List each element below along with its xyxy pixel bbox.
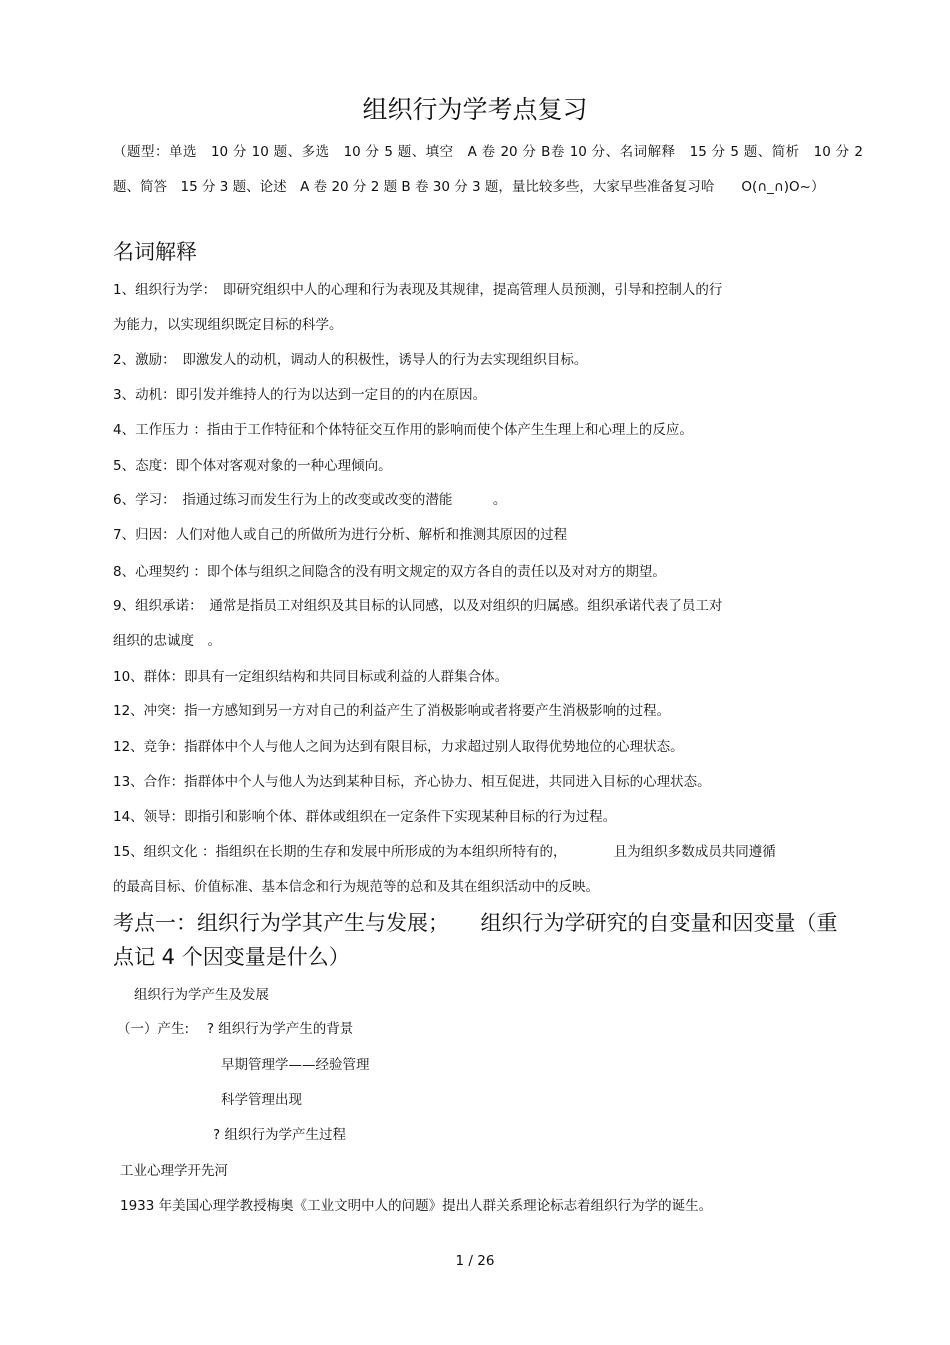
term-line: 15、组织文化 ：指组织在长期的生存和发展中所形成的为本组织所特有的， 且为组织多数成员共同遵循 (113, 844, 776, 860)
term-line: 6、学习： 指通过练习而发生行为上的改变或改变的潜能 。 (113, 492, 507, 508)
term-line: 8、心理契约 ：即个体与组织之间隐含的没有明文规定的双方各自的责任以及对对方的期望。 (113, 564, 666, 580)
term-line: 1、组织行为学： 即研究组织中人的心理和行为表现及其规律，提高管理人员预测，引导和控制人的行 (113, 282, 723, 298)
term-line: 12、竞争：指群体中个人与他人之间为达到有限目标，力求超过别人取得优势地位的心理状态。 (113, 739, 684, 755)
outline-item: 1933 年美国心理学教授梅奥《工业文明中人的问题》提出人群关系理论标志着组织行为学的诞生。 (120, 1198, 713, 1214)
term-line: 10、群体：即具有一定组织结构和共同目标或利益的人群集合体。 (113, 669, 509, 685)
term-line: 4、工作压力 ：指由于工作特征和个体特征交互作用的影响而使个体产生生理上和心理上的反应。 (113, 422, 693, 438)
outline-item: 早期管理学——经验管理 (221, 1057, 370, 1073)
term-line: 7、归因：人们对他人或自己的所做所为进行分析、解析和推测其原因的过程 (113, 527, 568, 543)
term-line: 为能力，以实现组织既定目标的科学。 (113, 317, 343, 333)
term-line: 14、领导：即指引和影响个体、群体或组织在一定条件下实现某种目标的行为过程。 (113, 809, 617, 825)
section-heading-point-one-cont: 点记 4 个因变量是什么） (113, 945, 350, 969)
term-line: 组织的忠诚度 。 (113, 633, 221, 649)
outline-item: 组织行为学产生及发展 (134, 987, 269, 1003)
page-number: 1 / 26 (455, 1253, 495, 1269)
term-line: 13、合作：指群体中个人与他人为达到某种目标，齐心协力、相互促进，共同进入目标的心理状态。 (113, 774, 711, 790)
term-line: 12、冲突：指一方感知到另一方对自己的利益产生了消极影响或者将要产生消极影响的过程。 (113, 703, 671, 719)
term-line: 2、激励： 即激发人的动机，调动人的积极性，诱导人的行为去实现组织目标。 (113, 352, 588, 368)
term-line: 3、动机：即引发并维持人的行为以达到一定目的的内在原因。 (113, 387, 487, 403)
section-heading-point-one: 考点一：组织行为学其产生与发展； 组织行为学研究的自变量和因变量（重 (113, 911, 838, 935)
outline-item: 工业心理学开先河 (120, 1163, 228, 1179)
outline-item: ? 组织行为学产生过程 (213, 1127, 346, 1143)
exam-format-note: （题型：单选 10 分 10 题、多选 10 分 5 题、填空 A 卷 20 分 B卷 10 分、名词解释 15 分 5 题、简析 10 分 2 题、简答 15 分 3 题、论述 A 卷 20 分 2 题 B 卷 30 分 3 题，量比较多些，大家早些准备复习哈 O(∩_∩)O~） (113, 144, 863, 195)
outline-item: 科学管理出现 (221, 1092, 302, 1108)
term-line: 的最高目标、价值标准、基本信念和行为规范等的总和及其在组织活动中的反映。 (113, 879, 599, 895)
term-line: 9、组织承诺： 通常是指员工对组织及其目标的认同感，以及对组织的归属感。组织承诺代表了员工对 (113, 598, 723, 614)
page-title: 组织行为学考点复习 (362, 95, 588, 124)
section-heading-terms: 名词解释 (113, 240, 197, 264)
outline-item: （一）产生: ? 组织行为学产生的背景 (117, 1021, 354, 1037)
term-line: 5、态度：即个体对客观对象的一种心理倾向。 (113, 458, 392, 474)
